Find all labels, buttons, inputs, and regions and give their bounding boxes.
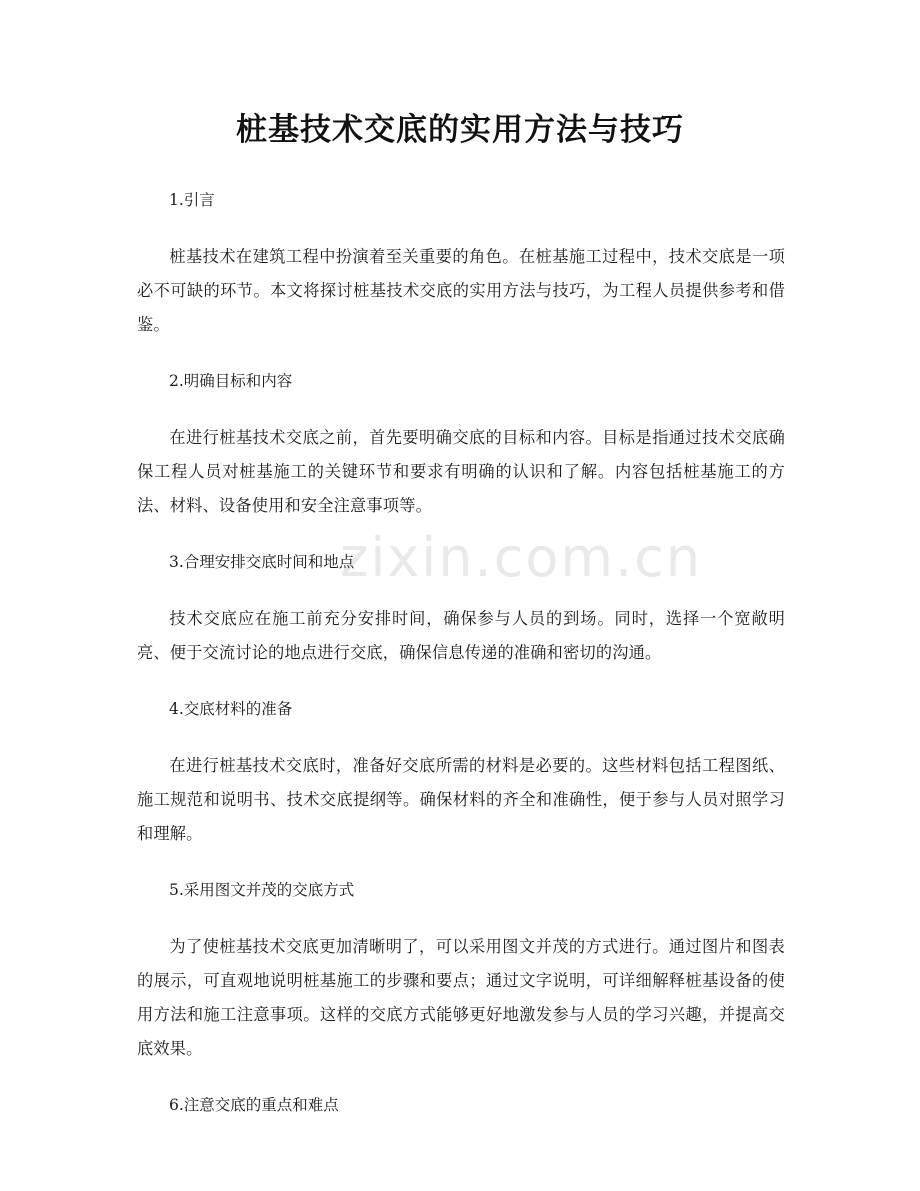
section-heading-6: 6.注意交底的重点和难点 (169, 1096, 339, 1114)
section-paragraph-2: 在进行桩基技术交底之前，首先要明确交底的目标和内容。目标是指通过技术交底确保工程人员对桩基施工的关键环节和要求有明确的认识和了解。内容包括桩基施工的方法、材料、设备使用和安全注意事项等。 (137, 428, 785, 515)
section-heading-3: 3.合理安排交底时间和地点 (169, 553, 355, 571)
section-heading-4: 4.交底材料的准备 (169, 700, 293, 718)
section-heading-1: 1.引言 (169, 191, 215, 209)
section-paragraph-5: 为了使桩基技术交底更加清晰明了，可以采用图文并茂的方式进行。通过图片和图表的展示，可直观地说明桩基施工的步骤和要点；通过文字说明，可详细解释桩基设备的使用方法和施工注意事项。这样的交底方式能够更好地激发参与人员的学习兴趣，并提高交底效果。 (137, 937, 785, 1058)
section-paragraph-1: 桩基技术在建筑工程中扮演着至关重要的角色。在桩基施工过程中，技术交底是一项必不可缺的环节。本文将探讨桩基技术交底的实用方法与技巧，为工程人员提供参考和借鉴。 (137, 247, 785, 334)
section-paragraph-4: 在进行桩基技术交底时，准备好交底所需的材料是必要的。这些材料包括工程图纸、施工规范和说明书、技术交底提纲等。确保材料的齐全和准确性，便于参与人员对照学习和理解。 (137, 756, 785, 843)
watermark: zixin.com.cn (340, 526, 703, 589)
page-title: 桩基技术交底的实用方法与技巧 (236, 112, 684, 148)
section-heading-2: 2.明确目标和内容 (169, 372, 293, 390)
section-paragraph-3: 技术交底应在施工前充分安排时间，确保参与人员的到场。同时，选择一个宽敞明亮、便于交流讨论的地点进行交底，确保信息传递的准确和密切的沟通。 (137, 609, 785, 662)
section-heading-5: 5.采用图文并茂的交底方式 (169, 881, 355, 899)
document-body (137, 184, 785, 1145)
